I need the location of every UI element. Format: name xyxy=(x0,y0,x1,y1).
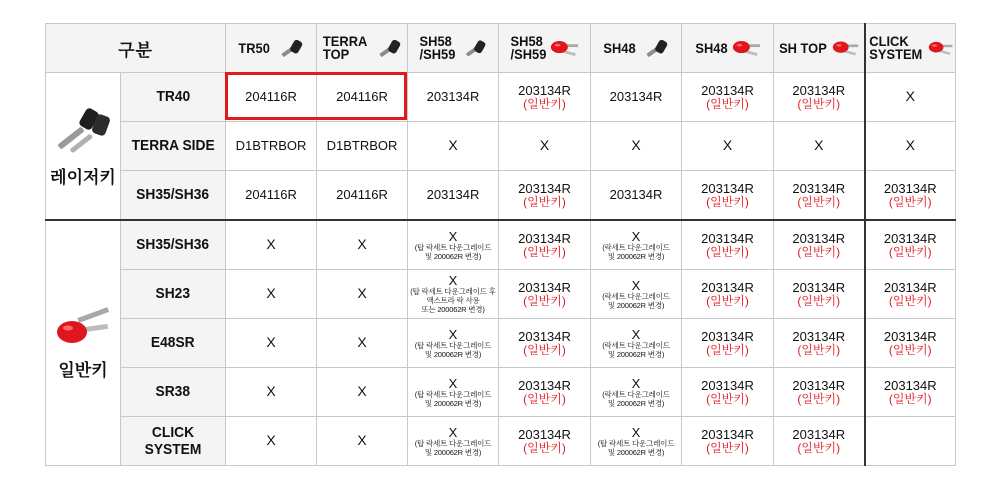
red-key-icon xyxy=(832,37,860,59)
header-col-text: TR50 xyxy=(238,39,271,56)
cell-value: X xyxy=(266,236,276,252)
cell-value: X xyxy=(357,285,367,301)
header-col-tr50 xyxy=(226,24,317,73)
group-normal-label: 일반키 xyxy=(58,360,108,380)
row-label-tr40: TR40 xyxy=(156,88,190,105)
note-text: (탑 락세트 다운그레이드 xyxy=(414,242,492,252)
normal-key-note: (일반키) xyxy=(888,343,932,357)
normal-key-note: (일반키) xyxy=(706,294,749,308)
normal-key-note: (일반키) xyxy=(797,195,841,209)
group-normal-key xyxy=(46,220,121,466)
black-key-icon xyxy=(640,36,670,60)
note-text: 및 200062R 변경) xyxy=(424,251,482,261)
cell-value: D1BTRBOR xyxy=(235,138,307,153)
table-row xyxy=(46,122,956,171)
cell-value: 203134R xyxy=(426,187,480,202)
cell-value: X xyxy=(814,137,824,153)
cell-value: X xyxy=(905,137,915,153)
normal-key-note: (일반키) xyxy=(706,245,749,259)
cell-value: 203134R xyxy=(518,83,571,98)
cell-value: 203134R xyxy=(518,280,571,295)
cell-value: 203134R xyxy=(883,231,937,246)
cell-value: X xyxy=(539,137,550,153)
cell-value: 203134R xyxy=(701,427,754,442)
normal-key-note: (일반키) xyxy=(797,441,841,455)
cell-value: 203134R xyxy=(701,329,754,344)
cell-value: 203134R xyxy=(792,329,846,344)
row-label-click-system: CLICK SYSTEM xyxy=(144,423,202,458)
table-row xyxy=(46,171,956,221)
header-col-terra-top xyxy=(317,24,408,73)
header-group-text: 구분 xyxy=(118,40,153,60)
header-col-sh48-red xyxy=(682,24,774,73)
cell-value: X xyxy=(357,334,367,350)
row-label-terra-side: TERRA SIDE xyxy=(131,137,215,154)
cell-value: X xyxy=(631,277,641,293)
note-text: (탑 락세트 다운그레이드 xyxy=(597,438,675,448)
cell-value: X xyxy=(448,228,458,244)
cell-value: X xyxy=(266,285,276,301)
empty-cell xyxy=(865,417,956,466)
normal-key-note: (일반키) xyxy=(797,392,841,406)
red-key-icon xyxy=(550,37,580,59)
note-text: (락세트 다운그레이드 xyxy=(602,389,670,399)
group-laser-key xyxy=(46,73,121,221)
cell-value: 203134R xyxy=(701,181,754,196)
header-col-sh58-black xyxy=(408,24,499,73)
normal-key-note: (일반키) xyxy=(888,392,932,406)
cell-value: X xyxy=(357,383,367,399)
cell-value: X xyxy=(357,236,367,252)
header-col-text: SH58 xyxy=(510,33,543,49)
note-text: (탑 락세트 다운그레이드 xyxy=(414,340,492,350)
normal-key-note: (일반키) xyxy=(888,245,932,259)
note-text: (락세트 다운그레이드 xyxy=(602,242,670,252)
note-text: 및 200062R 변경) xyxy=(424,447,482,457)
cell-value: 203134R xyxy=(792,280,846,295)
cell-value: X xyxy=(266,383,276,399)
table-row xyxy=(46,417,956,466)
normal-key-note: (일반키) xyxy=(797,97,841,111)
cell-value: X xyxy=(448,326,458,342)
black-key-icon xyxy=(275,36,305,60)
cell-value: 203134R xyxy=(883,378,937,393)
cell-value: 204116R xyxy=(336,89,388,104)
cell-value: X xyxy=(631,137,641,153)
cell-value: D1BTRBOR xyxy=(326,138,398,153)
note-text: (탑 락세트 다운그레이드 후 xyxy=(410,287,496,296)
cell-value: 203134R xyxy=(701,83,754,98)
note-text: 또는 200062R 변경) xyxy=(421,305,485,314)
cell-value: 203134R xyxy=(609,89,663,104)
normal-key-note: (일반키) xyxy=(888,294,932,308)
table-row xyxy=(46,270,956,319)
cell-value: 203134R xyxy=(518,181,571,196)
table-row xyxy=(46,220,956,270)
group-laser-label: 레이저키 xyxy=(50,167,116,187)
table-row xyxy=(46,368,956,417)
normal-key-note: (일반키) xyxy=(797,245,841,259)
normal-key-icon xyxy=(52,306,114,350)
cell-value: X xyxy=(448,424,458,440)
header-col-text: TOP xyxy=(323,46,350,62)
normal-key-note: (일반키) xyxy=(523,441,566,455)
header-col-text: /SH59 xyxy=(510,46,546,62)
cell-value: 203134R xyxy=(792,83,846,98)
cell-value: X xyxy=(631,228,641,244)
normal-key-note: (일반키) xyxy=(523,195,566,209)
cell-value: X xyxy=(631,375,641,391)
laser-key-icon xyxy=(52,105,114,157)
note-text: (락세트 다운그레이드 xyxy=(602,291,670,301)
cell-value: 203134R xyxy=(701,378,754,393)
header-col-sh-top xyxy=(774,24,865,73)
cell-value: 203134R xyxy=(792,181,846,196)
cell-value: 203134R xyxy=(518,329,571,344)
cell-value: X xyxy=(448,375,458,391)
note-text: 및 200062R 변경) xyxy=(607,349,665,359)
normal-key-note: (일반키) xyxy=(706,97,749,111)
header-col-text: SH TOP xyxy=(779,39,828,56)
note-text: (탑 락세트 다운그레이드 xyxy=(414,438,492,448)
note-text: (탑 락세트 다운그레이드 xyxy=(414,389,492,399)
header-group-label xyxy=(46,24,226,73)
normal-key-note: (일반키) xyxy=(523,97,566,111)
cell-value: 204116R xyxy=(245,187,297,202)
normal-key-note: (일반키) xyxy=(706,392,749,406)
header-col-click-system xyxy=(865,24,956,73)
note-text: 액스트라 락 사용 xyxy=(426,296,480,305)
red-key-icon xyxy=(732,37,762,59)
normal-key-note: (일반키) xyxy=(523,245,566,259)
cell-value: X xyxy=(266,334,276,350)
note-text: 및 200062R 변경) xyxy=(607,398,665,408)
cell-value: 203134R xyxy=(518,378,571,393)
cell-value: 203134R xyxy=(883,181,937,196)
black-key-icon xyxy=(460,36,488,60)
cell-value: 203134R xyxy=(701,280,754,295)
header-col-sh58-red xyxy=(499,24,591,73)
normal-key-note: (일반키) xyxy=(797,294,841,308)
cell-value: 203134R xyxy=(792,231,846,246)
header-col-text: SH48 xyxy=(603,39,636,56)
normal-key-note: (일반키) xyxy=(523,392,566,406)
cell-value: 203134R xyxy=(609,187,663,202)
header-col-text: TERRA xyxy=(323,33,368,49)
row-label-sh23: SH23 xyxy=(155,285,191,302)
header-col-text: SYSTEM xyxy=(869,46,923,62)
normal-key-note: (일반키) xyxy=(706,441,749,455)
note-text: 및 200062R 변경) xyxy=(607,251,665,261)
cell-value: 203134R xyxy=(701,231,754,246)
cell-value: X xyxy=(905,88,915,104)
cell-value: X xyxy=(448,273,458,288)
normal-key-note: (일반키) xyxy=(706,195,749,209)
red-key-icon xyxy=(928,37,954,59)
normal-key-note: (일반키) xyxy=(888,195,932,209)
cell-value: 203134R xyxy=(883,280,937,295)
row-label-sh35-sh36: SH35/SH36 xyxy=(136,236,210,253)
cell-value: 203134R xyxy=(792,378,846,393)
cell-value: X xyxy=(631,326,641,342)
table-row xyxy=(46,319,956,368)
cell-value: 204116R xyxy=(336,187,388,202)
normal-key-note: (일반키) xyxy=(523,294,566,308)
cell-value: 203134R xyxy=(518,427,571,442)
cell-value: X xyxy=(631,424,641,440)
cell-value: X xyxy=(266,432,276,448)
normal-key-note: (일반키) xyxy=(797,343,841,357)
cell-value: 204116R xyxy=(245,89,297,104)
table-row xyxy=(46,73,956,122)
black-key-icon xyxy=(373,36,403,60)
note-text: 및 200062R 변경) xyxy=(607,447,665,457)
key-compatibility-table xyxy=(45,23,956,466)
cell-value: 203134R xyxy=(518,231,571,246)
cell-value: 203134R xyxy=(883,329,937,344)
cell-value: X xyxy=(357,432,367,448)
note-text: (락세트 다운그레이드 xyxy=(602,340,670,350)
row-label-e48sr: E48SR xyxy=(151,334,195,351)
normal-key-note: (일반키) xyxy=(523,343,566,357)
note-text: 및 200062R 변경) xyxy=(424,398,482,408)
header-col-text: /SH59 xyxy=(419,46,456,62)
header-col-text: SH48 xyxy=(694,39,728,56)
header-col-text: SH58 xyxy=(419,33,452,49)
cell-value: 203134R xyxy=(792,427,846,442)
cell-value: X xyxy=(722,137,733,153)
note-text: 및 200062R 변경) xyxy=(424,349,482,359)
note-text: 및 200062R 변경) xyxy=(607,300,665,310)
cell-value: X xyxy=(448,137,458,153)
normal-key-note: (일반키) xyxy=(706,343,749,357)
row-label-sr38: SR38 xyxy=(155,383,191,400)
cell-value: 203134R xyxy=(426,89,480,104)
header-col-sh48-black xyxy=(591,24,682,73)
row-label-sh35-sh36: SH35/SH36 xyxy=(136,186,210,203)
header-col-text: CLICK xyxy=(869,33,909,49)
